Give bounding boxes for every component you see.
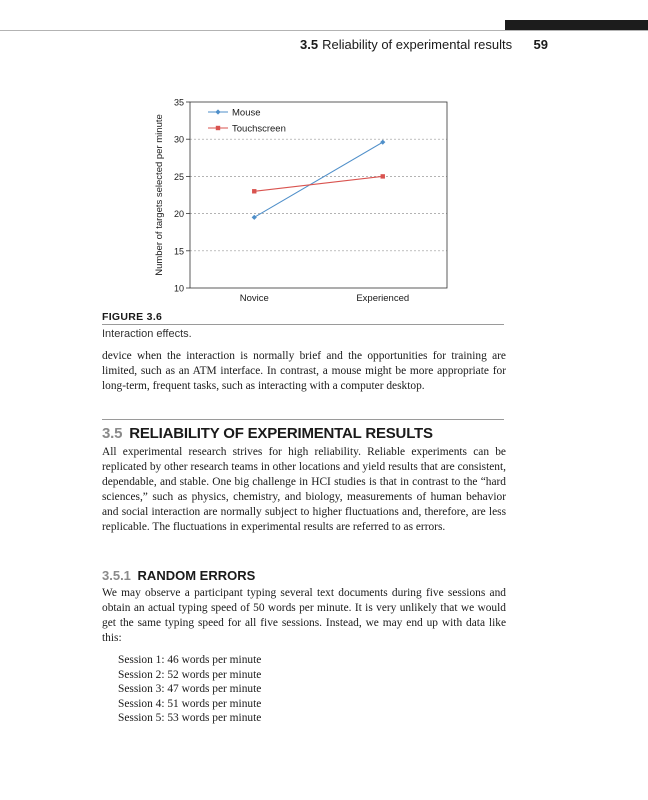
y-tick-label: 25 — [173, 171, 184, 182]
legend-marker — [216, 126, 220, 130]
section-heading — [102, 425, 433, 442]
y-tick-label: 20 — [173, 209, 184, 220]
running-head-title: Reliability of experimental results — [322, 37, 513, 52]
list-item: Session 2: 52 words per minute — [118, 668, 262, 681]
subsection-heading-title: RANDOM ERRORS — [137, 568, 256, 583]
legend-label: Mouse — [232, 107, 261, 119]
page-number: 59 — [533, 37, 548, 52]
section-heading-number: 3.5 — [102, 425, 123, 442]
header-rule — [0, 30, 648, 31]
plot-area-frame — [190, 102, 447, 288]
list-item: Session 1: 46 words per minute — [118, 654, 262, 666]
y-tick-label: 15 — [173, 246, 184, 257]
x-tick-label: Experienced — [356, 293, 410, 304]
paragraph-device: device when the interaction is normally brief and the opportunities for training are limited, such as an ATM interface. In contrast, a mouse might be more appropriate for long-term, frequent tasks, such as interacting with a computer desktop. — [102, 350, 506, 392]
section-rule — [102, 419, 504, 420]
section-heading-title: RELIABILITY OF EXPERIMENTAL RESULTS — [129, 425, 433, 442]
legend-label: Touchscreen — [232, 123, 286, 135]
y-axis-ticks — [174, 98, 190, 294]
y-tick-label: 35 — [173, 97, 184, 108]
data-point — [380, 140, 385, 145]
running-head-section-number: 3.5 — [300, 37, 319, 52]
figure-caption: Interaction effects. — [102, 328, 192, 340]
x-axis-ticks — [240, 293, 409, 304]
interaction-chart — [150, 92, 460, 310]
y-axis-label: Number of targets selected per minute — [154, 114, 165, 276]
chart-legend — [208, 108, 286, 135]
data-point — [381, 174, 385, 178]
list-item: Session 3: 47 words per minute — [118, 683, 262, 696]
paragraph-reliability: All experimental research strives for high reliability. Reliable experiments can be replicated by other research teams in other locations and yield results that are consistent, dependable, and stable. One big challenge in HCI studies is that in contrast to the “hard sciences,” such as physics, chemistry, and biology, measurements of human behavior and social interaction are normally subject to higher fluctuations and, therefore, are less replicable. The fluctuations in experimental results are referred to as errors. — [102, 446, 506, 533]
series-line-mouse — [254, 142, 383, 217]
chart-gridlines — [190, 139, 447, 251]
legend-marker — [215, 109, 220, 114]
list-item: Session 4: 51 words per minute — [118, 697, 262, 710]
session-list — [118, 653, 261, 726]
subsection-heading — [102, 568, 255, 583]
figure-rule — [102, 324, 504, 325]
list-item: Session 5: 53 words per minute — [118, 712, 262, 725]
figure-label: FIGURE 3.6 — [102, 311, 163, 323]
subsection-heading-number: 3.5.1 — [102, 568, 131, 583]
y-tick-label: 30 — [173, 134, 184, 145]
x-tick-label: Novice — [239, 293, 269, 304]
chart-series — [252, 140, 386, 220]
running-head — [300, 37, 548, 53]
data-point — [252, 215, 257, 220]
data-point — [252, 189, 256, 193]
y-tick-label: 10 — [173, 283, 184, 294]
series-line-touchscreen — [254, 176, 383, 191]
paragraph-random-errors: We may observe a participant typing several text documents during five sessions and obtain an actual typing speed of 50 words per minute. It is very unlikely that we would get the same typing speed for all five sessions. Instead, we may end up with data like this: — [102, 587, 506, 644]
